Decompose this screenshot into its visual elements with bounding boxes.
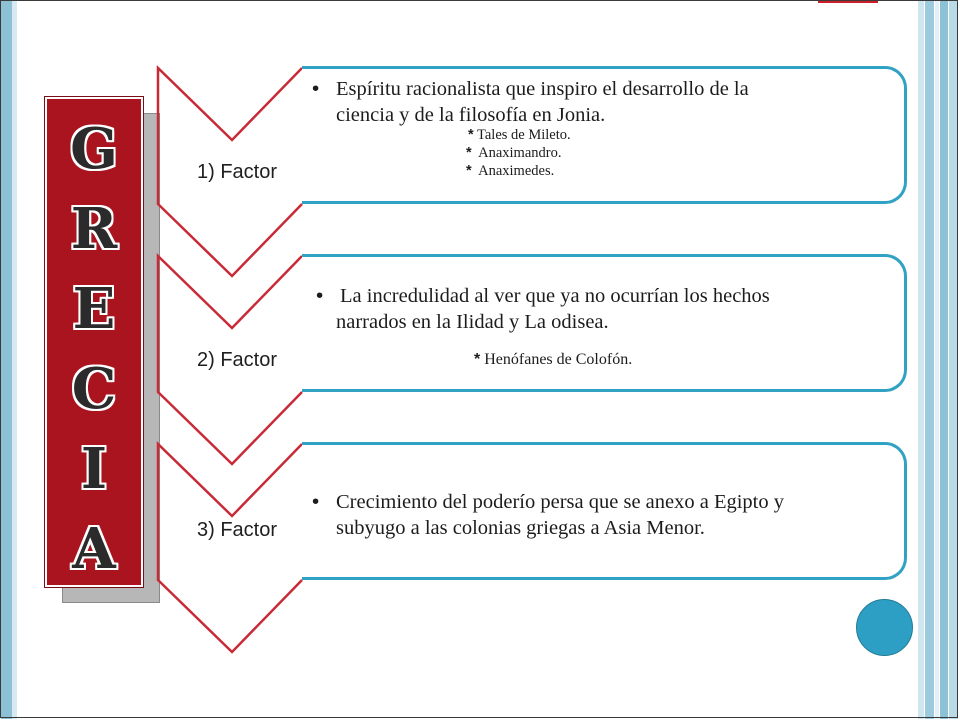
asterisk-icon: *: [466, 163, 472, 179]
factor-2-label: 2) Factor: [196, 349, 278, 371]
factor-1-line-1: Espíritu racionalista que inspiro el desarrollo de la: [336, 78, 749, 100]
title-letter-3: E: [72, 276, 116, 342]
title-letter-2: R: [70, 196, 118, 262]
factor-3-line-2: subyugo a las colonias griegas a Asia Menor.: [336, 517, 705, 539]
factor-2-line-2: narrados en la Ilidad y La odisea.: [336, 311, 609, 333]
title-letter-6: A: [72, 516, 116, 582]
example-anaximandro: * Anaximandro.: [466, 145, 562, 161]
title-letter-4: C: [71, 356, 117, 422]
title-letter-5: I: [80, 436, 108, 502]
factor-3-box: [302, 442, 907, 580]
bullet-icon: •: [312, 490, 320, 513]
factor-3-bullet: [312, 489, 906, 541]
factor-3-label: 3) Factor: [196, 519, 278, 541]
factor-2-line-1: La incredulidad al ver que ya no ocurrían los hechos: [340, 285, 770, 307]
factor-2-bullet: [316, 283, 902, 335]
example-henofanes: * Henófanes de Colofón.: [474, 351, 633, 368]
bullet-icon: •: [312, 77, 320, 100]
chevron-3: [158, 444, 302, 652]
accent-circle: [856, 599, 913, 656]
bullet-icon: •: [316, 284, 324, 307]
asterisk-icon: *: [474, 351, 481, 368]
example-tales: * Tales de Mileto.: [468, 127, 571, 143]
factor-3-line-1: Crecimiento del poderío persa que se anexo a Egipto y: [336, 491, 785, 513]
example-anaximedes: * Anaximedes.: [466, 163, 555, 179]
title-letter-1: G: [70, 116, 118, 182]
factor-1-label: 1) Factor: [196, 161, 278, 183]
factor-1-line-2: ciencia y de la filosofía en Jonia.: [336, 104, 606, 126]
asterisk-icon: *: [466, 145, 472, 161]
factor-2-box: [302, 254, 907, 392]
asterisk-icon: *: [468, 127, 474, 143]
factor-1-box: [302, 66, 907, 204]
factor-1-bullet: [312, 76, 902, 128]
